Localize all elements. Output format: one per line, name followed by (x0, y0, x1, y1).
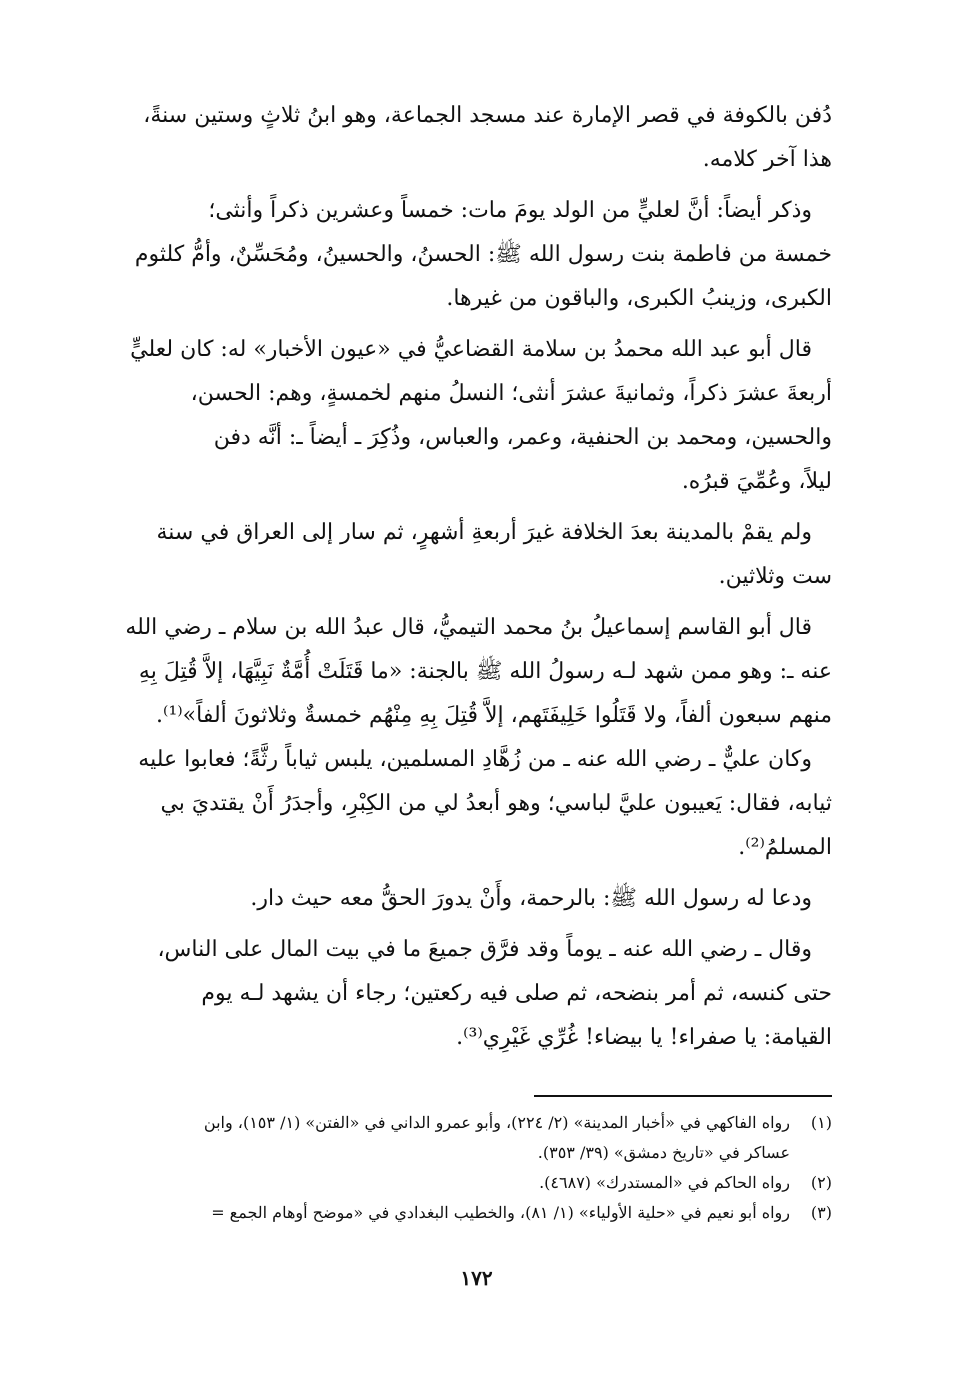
text-line: وقال ـ رضي الله عنه ـ يوماً وقد فرَّق جميعَ ما في بيت المال على الناس، (157, 937, 812, 962)
text-line: الكبرى، وزينبُ الكبرى، والباقون من غيرها. (446, 286, 832, 311)
text-line: ست وثلاثين. (718, 564, 832, 589)
text-line: منهم سبعون ألفاً، ولا قَتَلُوا خَلِيفَتَهم، إلاَّ قُتِلَ بِهِ مِنْهُم خمسةٌ وثلاثونَ ألفاً»⁽¹⁾. (156, 703, 832, 728)
text-line: قال أبو عبد الله محمدُ بن سلامة القضاعيُّ في «عيون الأخبار» له: كان لعليٍّ (130, 337, 812, 362)
text-line: المسلمُ⁽²⁾. (738, 835, 832, 860)
footnote-marker: (١) (810, 1113, 832, 1132)
footnote (108, 1168, 832, 1198)
text-line: ودعا له رسول الله ﷺ: بالرحمة، وأَنْ يدورَ الحقُّ معه حيث دار. (250, 886, 812, 911)
text-line: ثيابه، فقال: يَعيبون عليَّ لباسي؛ وهو أبعدُ لي من الكِبْرِ، وأجدَرُ أَنْ يقتديَ بي (160, 791, 832, 816)
text-line: خمسة من فاطمة بنت رسول الله ﷺ: الحسنُ، والحسينُ، ومُحَسِّنٌ، وأمُّ كلثوم (134, 242, 832, 267)
text-line: القيامة: يا صفراء! يا بيضاء! غُرِّي غَيْرِي⁽³⁾. (456, 1025, 832, 1050)
text-line: أربعةَ عشرَ ذكراً، وثمانيةَ عشرَ أنثى؛ النسلُ منهم لخمسةٍ، وهم: الحسن، (190, 381, 832, 406)
text-line: وذكر أيضاً: أنَّ لعليٍّ من الولد يومَ مات: خمساً وعشرين ذكراً وأنثى؛ (208, 198, 812, 223)
text-line: والحسين، ومحمد بن الحنفية، وعمر، والعباس، وذُكِرَ ـ أيضاً ـ: أنَّه دفن (213, 425, 832, 450)
footnote-line: عساكر في «تاريخ دمشق» (٣٩/ ٣٥٣). (537, 1143, 790, 1162)
footnote (108, 1198, 832, 1228)
text-line: قال أبو القاسم إسماعيلُ بنُ محمد التيميُّ، قال عبدُ الله بن سلام ـ رضي الله (125, 615, 812, 640)
footnote-marker: (٢) (810, 1173, 832, 1192)
text-line: حتى كنسه، ثم أمر بنضحه، ثم صلى فيه ركعتين؛ رجاء أن يشهد لـه يوم (201, 981, 832, 1006)
footnote-line: رواه أبو نعيم في «حلية الأولياء» (١/ ٨١)، والخطيب البغدادي في «موضح أوهام الجمع = (211, 1203, 790, 1222)
footnotes (108, 1108, 832, 1228)
text-line: عنه ـ: وهو ممن شهد لـه رسولُ الله ﷺ بالجنة: «ما قَتَلَتْ أُمَّةٌ نَبِيَّهَا، إلاَّ قُتِلَ بِهِ (138, 659, 832, 684)
text-line: دُفن بالكوفة في قصر الإمارة عند مسجد الجماعة، وهو ابنُ ثلاثٍ وستين سنةً، (143, 103, 832, 128)
footnote-line: رواه الفاكهي في «أخبار المدينة» (٢/ ٢٢٤)، وأبو عمرو الداني في «الفتن» (١/ ١٥٣)، وابن (203, 1113, 790, 1132)
text-line: وكان عليٌّ ـ رضي الله عنه ـ من زُهَّادِ المسلمين، يلبس ثياباً رثَّةً؛ فعابوا عليه (138, 747, 812, 772)
main-text (108, 94, 832, 1060)
footnote-line: رواه الحاكم في «المستدرك» (٤٦٨٧). (539, 1173, 790, 1192)
text-line: هذا آخر كلامه. (702, 147, 832, 172)
footnote (108, 1108, 832, 1168)
footnote-divider (534, 1095, 832, 1097)
footnote-marker: (٣) (810, 1203, 832, 1222)
text-line: ولم يقمْ بالمدينة بعدَ الخلافة غيرَ أربعةِ أشهرٍ، ثم سار إلى العراق في سنة (156, 520, 812, 545)
page-number: ١٧٢ (460, 1266, 493, 1290)
text-line: ليلاً، وعُمِّيَ قبرُه. (681, 469, 832, 494)
